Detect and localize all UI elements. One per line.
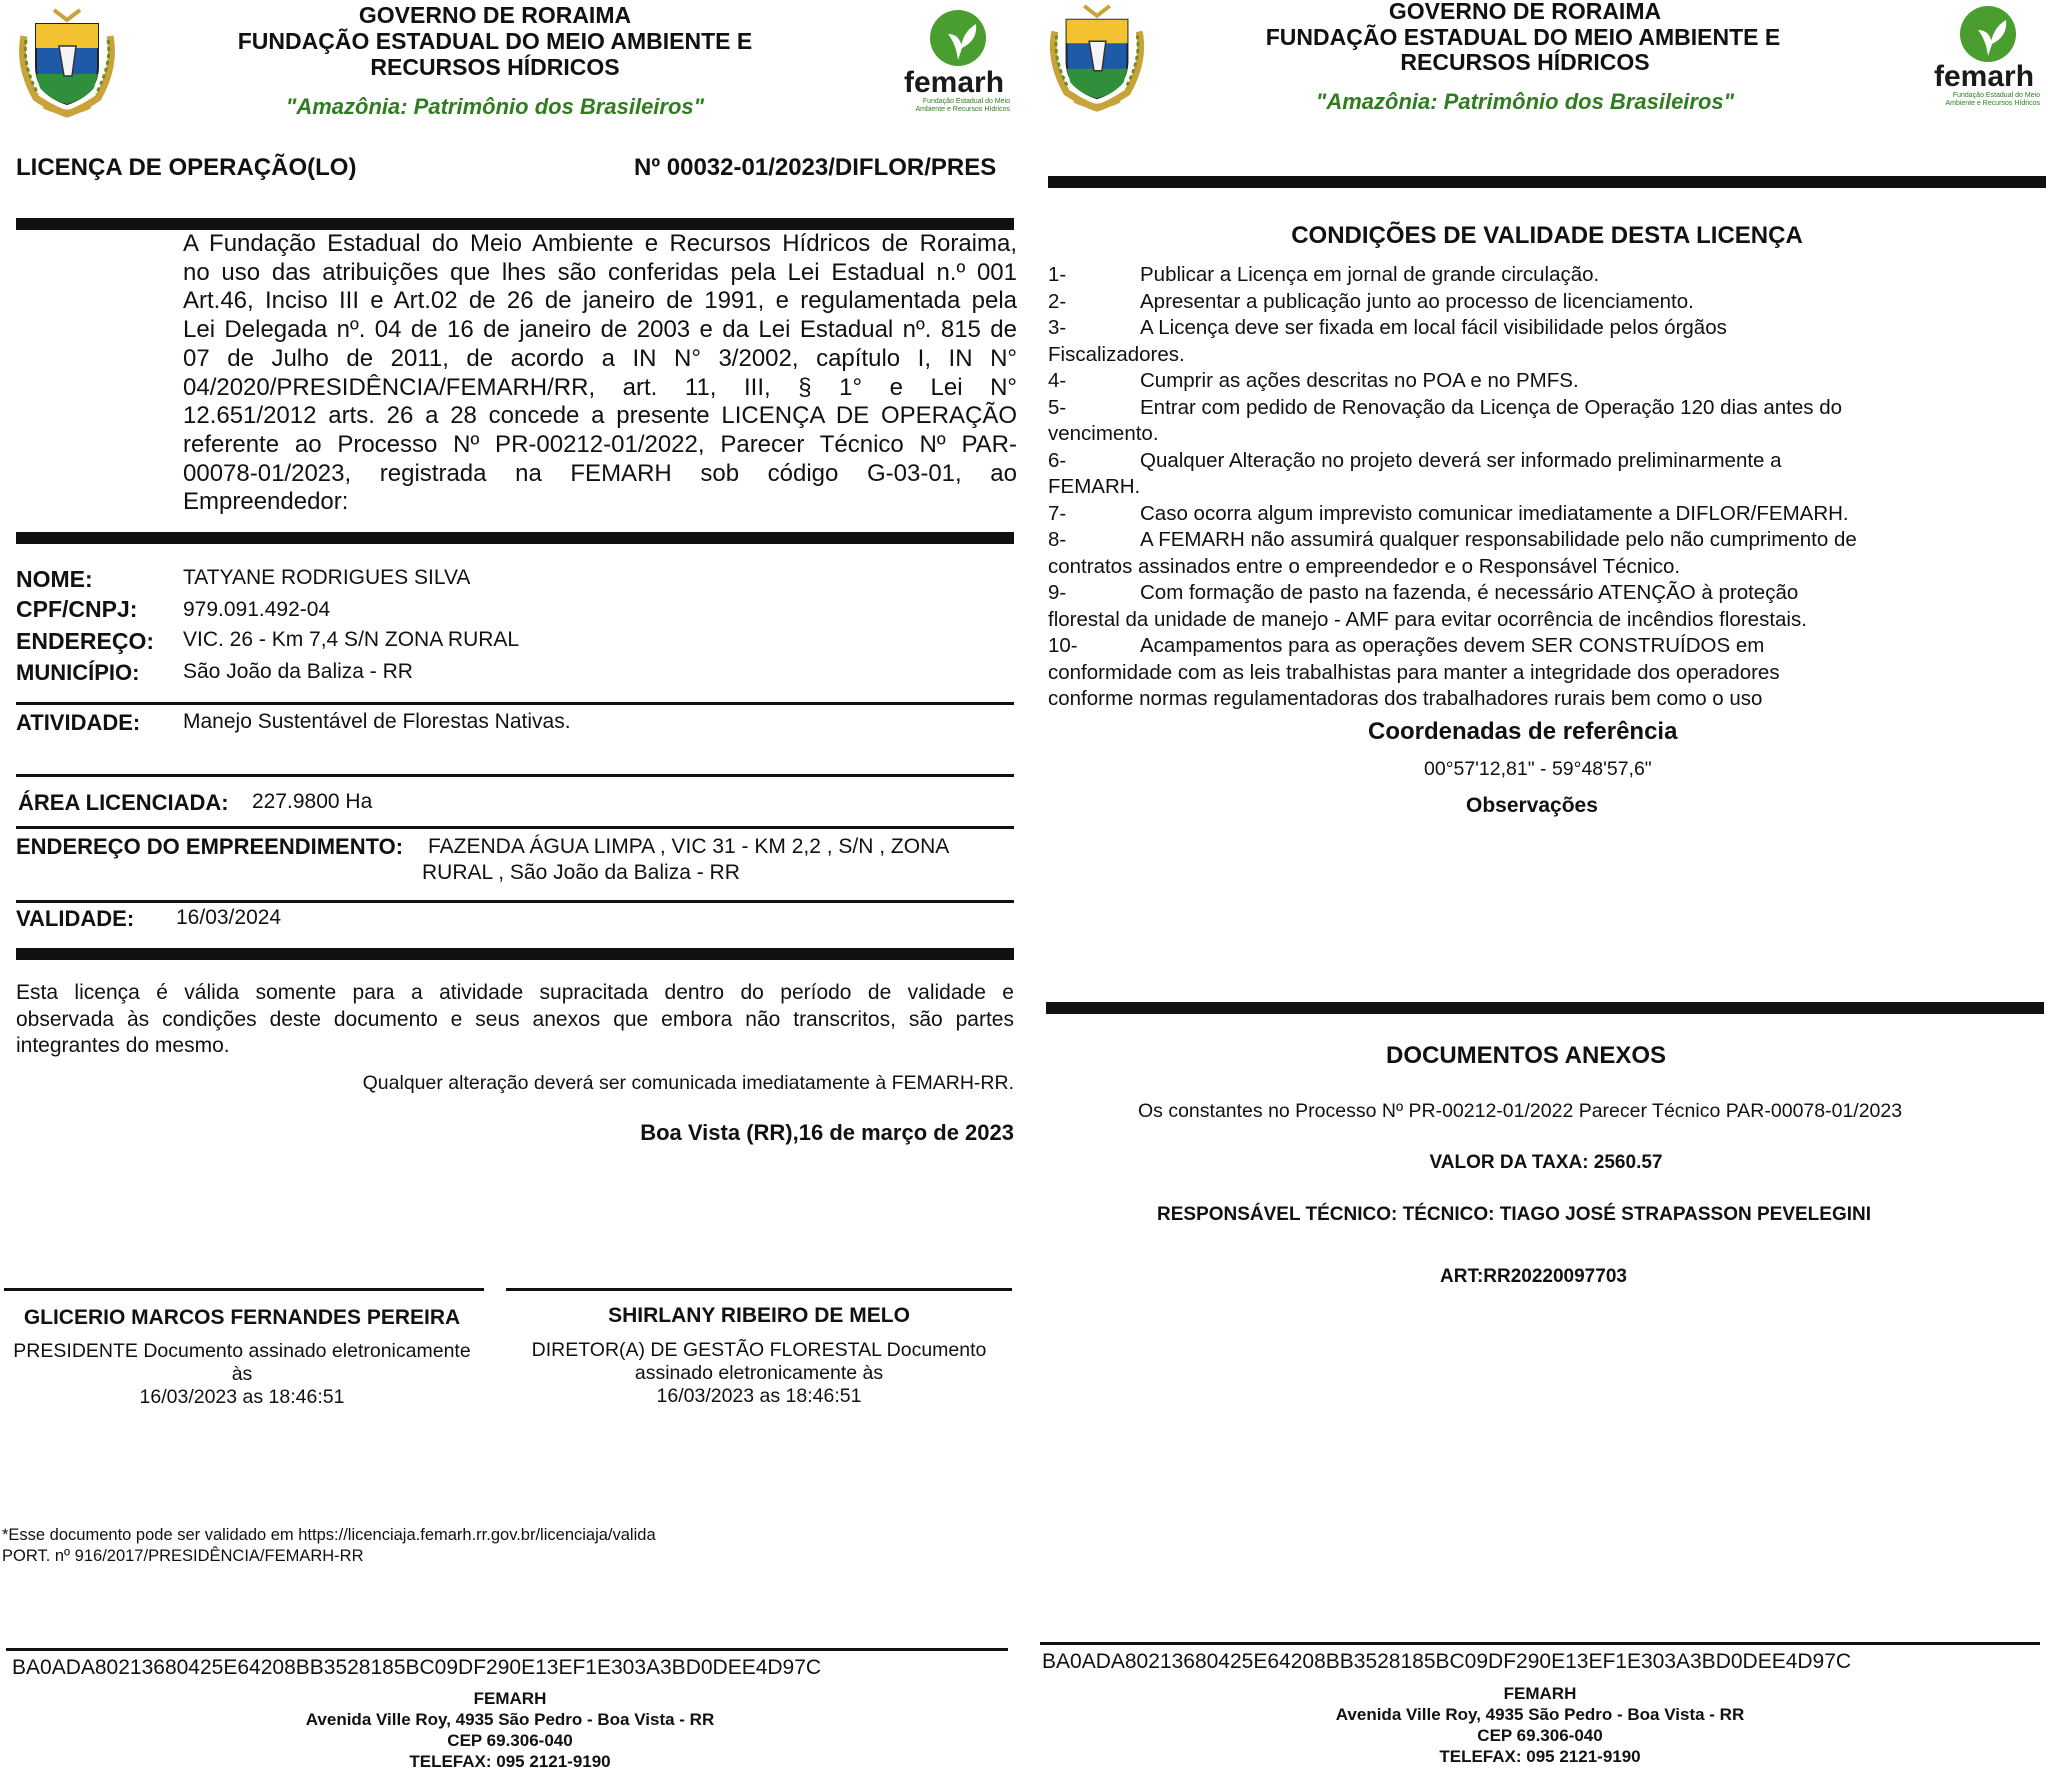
intro-paragraph: A Fundação Estadual do Meio Ambiente e Recursos Hídricos de Roraima, no uso das atribuições que lhes são conferidas pela Lei Estadual n.º 001 Art.46, Inciso III e Art.02 de 26 de janeiro de 1991, e regulamentada pela Lei Delegada nº. 04 de 16 de janeiro de 2003 e da Lei Estadual nº. 815 de 07 de Julho de 2011, de acordo a IN N° 3/2002, capítulo I, IN N° 04/2020/PRESIDÊNCIA/FEMARH/RR, art. 11, III, § 1° e Lei N° 12.651/2012 arts. 26 a 28 concede a presente LICENÇA DE OPERAÇÃO referente ao Processo Nº PR-00212-01/2022, Parecer Técnico Nº PAR- 00078-01/2023, registrada na FEMARH sob código G-03-01, ao Empreendedor: (183, 230, 1017, 516)
signer2-details: DIRETOR(A) DE GESTÃO FLORESTAL Documento assinado eletronicamente às 16/03/2023 as 18:46:51 (531, 1339, 987, 1407)
validade-value: 16/03/2024 (176, 906, 282, 929)
endereco-value: VIC. 26 - Km 7,4 S/N ZONA RURAL (183, 628, 520, 651)
condition-item: 2- Apresentar a publicação junto ao processo de licenciamento. (1048, 289, 1694, 313)
validade-label: VALIDADE: (16, 906, 135, 931)
doc-type: LICENÇA DE OPERAÇÃO(LO) (16, 154, 357, 181)
condition-item: 3- A Licença deve ser fixada em local fácil visibilidade pelos órgãos (1048, 316, 1727, 339)
condition-item: 6- Qualquer Alteração no projeto deverá ser informado preliminarmente a (1048, 448, 1782, 472)
atividade-value: Manejo Sustentável de Florestas Nativas. (183, 710, 571, 733)
signature-line (506, 1288, 1012, 1291)
gov-title: GOVERNO DE RORAIMA (358, 2, 632, 28)
footer-org: FEMARH Avenida Ville Roy, 4935 São Pedro - Boa Vista - RR CEP 69.306-040 TELEFAX: 095 2121-9190 (305, 1689, 715, 1771)
foundation-line1: FUNDAÇÃO ESTADUAL DO MEIO AMBIENTE E (237, 28, 753, 54)
condition-continuation: contratos assinados entre o empreendedor e o Responsável Técnico. (1048, 554, 1681, 578)
signer2-name: SHIRLANY RIBEIRO DE MELO (608, 1304, 910, 1327)
art-number: ART:RR20220097703 (1440, 1266, 1627, 1287)
condition-continuation: conforme normas regulamentadoras dos trabalhadores rurais bem como o uso (1048, 687, 1763, 710)
validity-paragraph: Esta licença é válida somente para a atividade supracitada dentro do período de validade e observada às condições deste documento e seus anexos que embora não transcritos, são partes integrantes do mesmo. (16, 981, 1014, 1057)
femarh-logo: femarh Fundação Estadual do Meio Ambiente e Recursos Hídricos (900, 8, 1015, 112)
area-label: ÁREA LICENCIADA: (18, 790, 229, 815)
nome-value: TATYANE RODRIGUES SILVA (183, 566, 471, 589)
condition-item: 5- Entrar com pedido de Renovação da Licença de Operação 120 dias antes do (1048, 395, 1843, 419)
divider (16, 532, 1014, 544)
foundation-line2: RECURSOS HÍDRICOS (1400, 49, 1650, 75)
divider (16, 826, 1014, 829)
condition-continuation: florestal da unidade de manejo - AMF para evitar ocorrência de incêndios florestais. (1048, 607, 1807, 631)
end-emp-line2: RURAL , São João da Baliza - RR (422, 861, 740, 884)
conditions-title: CONDIÇÕES DE VALIDADE DESTA LICENÇA (1291, 222, 1803, 249)
nome-label: NOME: (16, 566, 93, 592)
femarh-logo: femarh Fundação Estadual do Meio Ambiente e Recursos Hídricos (1930, 4, 2045, 108)
condition-continuation: Fiscalizadores. (1048, 342, 1185, 366)
document-hash: BA0ADA80213680425E64208BB3528185BC09DF290E13EF1E303A3BD0DEE4D97C (12, 1656, 822, 1679)
divider (16, 702, 1014, 705)
cpf-label: CPF/CNPJ: (16, 596, 138, 622)
end-emp-line1: FAZENDA ÁGUA LIMPA , VIC 31 - KM 2,2 , S/N , ZONA (428, 835, 950, 858)
coords-title: Coordenadas de referência (1368, 718, 1678, 745)
divider (16, 774, 1014, 777)
portaria: PORT. nº 916/2017/PRESIDÊNCIA/FEMARH-RR (2, 1547, 364, 1565)
condition-item: 8- A FEMARH não assumirá qualquer responsabilidade pelo não cumprimento de (1048, 528, 1857, 551)
coords-value: 00°57'12,81" - 59°48'57,6" (1424, 758, 1652, 780)
leaf-logo-icon (1930, 4, 2045, 66)
cpf-value: 979.091.492-04 (183, 598, 331, 621)
divider (1046, 1002, 2044, 1014)
responsavel-tecnico: RESPONSÁVEL TÉCNICO: TÉCNICO: TIAGO JOSÉ STRAPASSON PEVELEGINI (1157, 1204, 1872, 1225)
taxa-value: VALOR DA TAXA: 2560.57 (1429, 1152, 1663, 1173)
date-place: Boa Vista (RR),16 de março de 2023 (640, 1120, 1014, 1145)
municipio-value: São João da Baliza - RR (183, 660, 413, 683)
motto: "Amazônia: Patrimônio dos Brasileiros" (285, 94, 705, 119)
roraima-crest-icon (14, 6, 120, 118)
condition-item: 4- Cumprir as ações descritas no POA e no PMFS. (1048, 369, 1579, 392)
docs-text: Os constantes no Processo Nº PR-00212-01/2022 Parecer Técnico PAR-00078-01/2023 (1138, 1100, 1903, 1122)
condition-continuation: FEMARH. (1048, 475, 1141, 498)
leaf-logo-icon (900, 8, 1015, 70)
document-hash: BA0ADA80213680425E64208BB3528185BC09DF290E13EF1E303A3BD0DEE4D97C (1042, 1650, 1852, 1673)
condition-item: 1- Publicar a Licença em jornal de grande circulação. (1048, 263, 1600, 286)
gov-title: GOVERNO DE RORAIMA (1388, 0, 1662, 24)
doc-number: Nº 00032-01/2023/DIFLOR/PRES (634, 154, 997, 181)
municipio-label: MUNICÍPIO: (16, 660, 140, 685)
alteration-note: Qualquer alteração deverá ser comunicada imediatamente à FEMARH-RR. (362, 1072, 1014, 1094)
signature-line (4, 1288, 484, 1291)
divider (16, 218, 1014, 230)
foundation-line1: FUNDAÇÃO ESTADUAL DO MEIO AMBIENTE E (1265, 24, 1781, 50)
area-value: 227.9800 Ha (252, 790, 373, 813)
divider (6, 1648, 1008, 1651)
roraima-crest-icon (1044, 2, 1150, 112)
condition-continuation: conformidade com as leis trabalhistas para manter a integridade dos operadores (1048, 660, 1780, 684)
divider (16, 900, 1014, 903)
endereco-label: ENDEREÇO: (16, 628, 155, 654)
divider (1040, 1642, 2040, 1645)
observations-title: Observações (1466, 794, 1598, 817)
foundation-line2: RECURSOS HÍDRICOS (370, 54, 620, 80)
signer1-details: PRESIDENTE Documento assinado eletronicamente às 16/03/2023 as 18:46:51 (13, 1340, 471, 1408)
divider (16, 948, 1014, 960)
motto: "Amazônia: Patrimônio dos Brasileiros" (1315, 89, 1735, 114)
divider (1048, 176, 2046, 188)
atividade-label: ATIVIDADE: (16, 710, 141, 735)
validation-note: *Esse documento pode ser validado em https://licenciaja.femarh.rr.gov.br/licenciaja/valida (2, 1526, 656, 1544)
condition-item: 10- Acampamentos para as operações devem SER CONSTRUÍDOS em (1048, 634, 1765, 657)
signer1-name: GLICERIO MARCOS FERNANDES PEREIRA (23, 1306, 461, 1329)
condition-item: 7- Caso ocorra algum imprevisto comunicar imediatamente a DIFLOR/FEMARH. (1048, 501, 1849, 525)
condition-continuation: vencimento. (1048, 422, 1159, 445)
end-emp-label: ENDEREÇO DO EMPREENDIMENTO: (16, 834, 404, 859)
conditions-list (1048, 262, 2046, 713)
docs-title: DOCUMENTOS ANEXOS (1385, 1042, 1667, 1069)
footer-org: FEMARH Avenida Ville Roy, 4935 São Pedro - Boa Vista - RR CEP 69.306-040 TELEFAX: 095 2121-9190 (1335, 1684, 1745, 1766)
condition-item: 9- Com formação de pasto na fazenda, é necessário ATENÇÃO à proteção (1048, 581, 1799, 604)
